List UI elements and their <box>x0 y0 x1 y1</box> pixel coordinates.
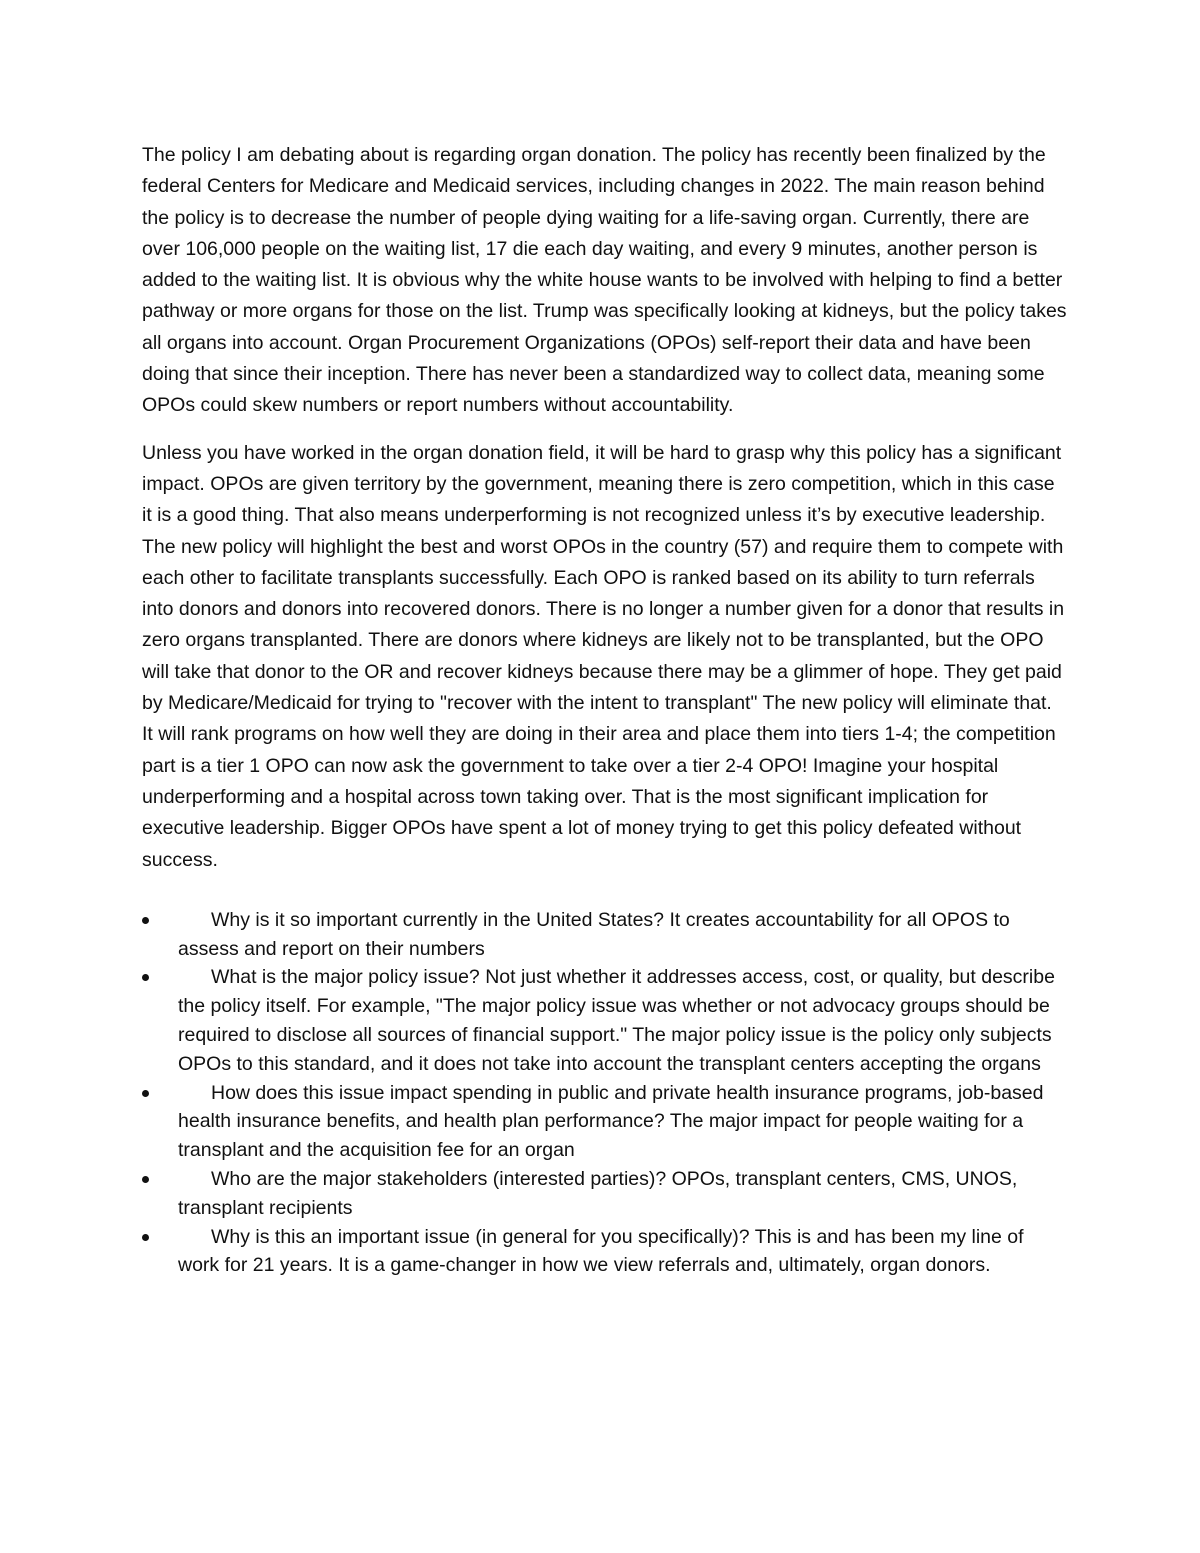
bullet-item <box>142 1165 1067 1223</box>
bullet-text: How does this issue impact spending in public and private health insurance programs, job-based health insurance benefits, and health plan performance? The major impact for people waiting for a transplant and the acquisition fee for an organ <box>178 1081 1044 1162</box>
bullet-item <box>142 963 1067 1078</box>
bullet-text: What is the major policy issue? Not just whether it addresses access, cost, or quality, but describe the policy itself. For example, "The major policy issue was whether or not advocacy groups should be required to disclose all sources of financial support." The major policy issue is the policy only subjects OPOs to this standard, and it does not take into account the transplant centers accepting the organs <box>178 966 1055 1075</box>
bullet-icon <box>142 917 149 924</box>
question-bullet-list <box>142 906 1067 1280</box>
bullet-icon <box>142 1176 149 1183</box>
bullet-icon <box>142 974 149 981</box>
bullet-icon <box>142 1090 149 1097</box>
bullet-text: Why is it so important currently in the United States? It creates accountability for all OPOS to assess and report on their numbers <box>178 908 1010 960</box>
paragraph-policy-intro: The policy I am debating about is regarding organ donation. The policy has recently been finalized by the federal Centers for Medicare and Medicaid services, including changes in 2022. The main reason behind the policy is to decrease the number of people dying waiting for a life-saving organ. Currently, there are over 106,000 people on the waiting list, 17 die each day waiting, and every 9 minutes, another person is added to the waiting list. It is obvious why the white house wants to be involved with helping to find a better pathway or more organs for those on the list. Trump was specifically looking at kidneys, but the policy takes all organs into account. Organ Procurement Organizations (OPOs) self-report their data and have been doing that since their inception. There has never been a standardized way to collect data, meaning some OPOs could skew numbers or report numbers without accountability. <box>142 144 1067 417</box>
bullet-icon <box>142 1234 149 1241</box>
bullet-item <box>142 906 1067 964</box>
bullet-item <box>142 1079 1067 1165</box>
paragraph-policy-impact: Unless you have worked in the organ donation field, it will be hard to grasp why this policy has a significant impact. OPOs are given territory by the government, meaning there is zero competition, which in this case it is a good thing. That also means underperforming is not recognized unless it’s by executive leadership. The new policy will highlight the best and worst OPOs in the country (57) and require them to compete with each other to facilitate transplants successfully. Each OPO is ranked based on its ability to turn referrals into donors and donors into recovered donors. There is no longer a number given for a donor that results in zero organs transplanted. There are donors where kidneys are likely not to be transplanted, but the OPO will take that donor to the OR and recover kidneys because there may be a glimmer of hope. They get paid by Medicare/Medicaid for trying to "recover with the intent to transplant" The new policy will eliminate that. It will rank programs on how well they are doing in their area and place them into tiers 1-4; the competition part is a tier 1 OPO can now ask the government to take over a tier 2-4 OPO! Imagine your hospital underperforming and a hospital across town taking over. That is the most significant implication for executive leadership. Bigger OPOs have spent a lot of money trying to get this policy defeated without success. <box>142 441 1065 871</box>
bullet-text: Who are the major stakeholders (interested parties)? OPOs, transplant centers, CMS, UNOS, transplant recipients <box>178 1168 1018 1219</box>
document-body <box>142 140 1067 1280</box>
bullet-text: Why is this an important issue (in general for you specifically)? This is and has been my line of work for 21 years. It is a game-changer in how we view referrals and, ultimately, organ donors. <box>178 1225 1024 1277</box>
bullet-item <box>142 1223 1067 1281</box>
